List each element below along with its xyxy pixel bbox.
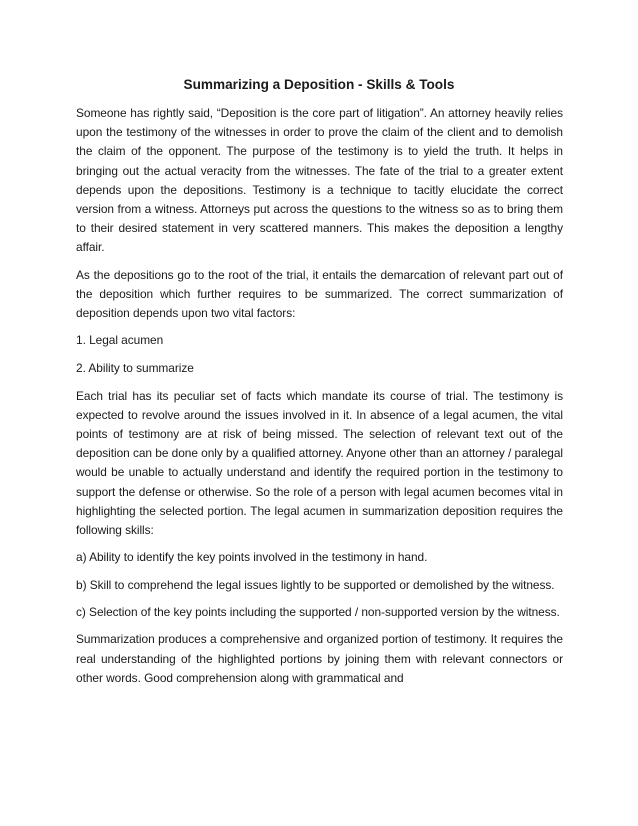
paragraph-vital-factors: As the depositions go to the root of the trial, it entails the demarcation of relevant part out of the deposition which further requires to be summarized. The correct summarization of deposition depends upon two vital factors:: [76, 267, 563, 321]
skill-item-b: b) Skill to comprehend the legal issues lightly to be supported or demolished by the witness.: [76, 577, 555, 592]
skill-item-a: a) Ability to identify the key points involved in the testimony in hand.: [76, 550, 428, 565]
paragraph-peculiar-facts: Each trial has its peculiar set of facts which mandate its course of trial. The testimony is expected to revolve around the issues involved in it. In absence of a legal acumen, the vital points of testimony are at risk of being missed. The selection of relevant text out of the deposition can be done only by a qualified attorney. Anyone other than an attorney / paralegal would be unable to actually understand and identify the required portion in the testimony to support the defense or otherwise. So the role of a person with legal acumen becomes vital in highlighting the selected portion. The legal acumen in summarization deposition requires the following skills:: [76, 388, 563, 538]
paragraph-intro: Someone has rightly said, “Deposition is the core part of litigation”. An attorney heavily relies upon the testimony of the witnesses in order to prove the claim of the client and to demolish the claim of the opponent. The purpose of the testimony is to yield the truth. It helps in bringing out the actual veracity from the witnesses. The fate of the trial to a greater extent depends upon the depositions. Testimony is a technique to tacitly elucidate the correct version from a witness. Attorneys put across the questions to the witness so as to bring them to their desired statement in very scattered manners. This makes the deposition a lengthy affair.: [76, 106, 563, 255]
list-item-ability-to-summarize: 2. Ability to summarize: [76, 360, 194, 375]
list-item-legal-acumen: 1. Legal acumen: [76, 333, 164, 348]
paragraph-summarization: Summarization produces a comprehensive and organized portion of testimony. It requires the real understanding of the highlighted portions by joining them with relevant connectors or other words. Good comprehension along with grammatical and: [76, 632, 563, 685]
document-body: [76, 104, 563, 696]
document-title: Summarizing a Deposition - Skills & Tools: [183, 77, 455, 92]
skill-item-c: c) Selection of the key points including the supported / non-supported version by the witness.: [76, 605, 560, 620]
